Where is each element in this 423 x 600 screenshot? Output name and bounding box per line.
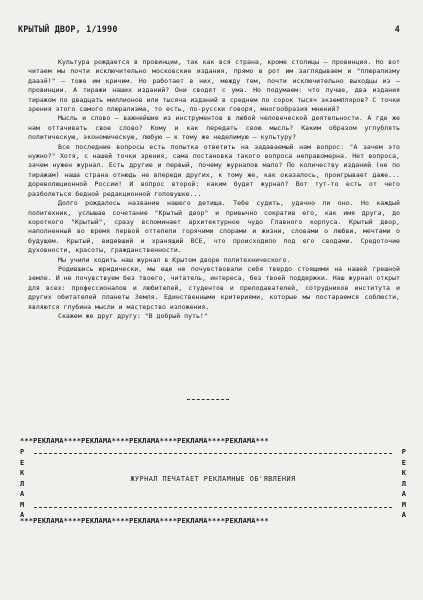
page-header xyxy=(18,24,408,34)
advertisement-box xyxy=(20,437,406,523)
ad-side-letter: Р xyxy=(20,448,25,456)
ad-side-letter: Р xyxy=(401,448,406,456)
ad-dashed-line-top xyxy=(34,453,392,454)
article-paragraph: Долго рождалось название нашего детища. Тебе судить, удачно ли оно. Но каждый политехник, услышав сочетание "Крытый двор" и привычно сократив его, как имя друга, до короткого "Крытый", сразу вспоминает архитектурное чудо Главного корпуса. Крытый двор, наполненный во время первой оттепели горячими спорами и жизни, словами о любви, мечтами о будущем. Крытый, видевший и хранящий ВСЕ, что происходило под его сводами. Средоточие духовности, красоты, гражданственности. xyxy=(28,199,400,255)
ad-announcement: ЖУРНАЛ ПЕЧАТАЕТ РЕКЛАМНЫЕ ОБ'ЯВЛЕНИЯ xyxy=(130,475,296,483)
ad-side-letters-right xyxy=(402,447,406,521)
ad-side-letter: М xyxy=(401,500,406,509)
ad-side-letter: К xyxy=(401,469,406,477)
ad-side-letters-left xyxy=(20,447,24,521)
article-paragraph: Родившись юридически, мы еще не почувствовали себя твердо стоящими на нашей грешной земле. И не почувствуем без твоего, читатель, интереса, без твоей поддержки. Наш журнал открыт для всех: профессионалов и любителей, студентов и преподавателей, сотрудников института и других обитателей планеты Земля. Единственными критериями, которые мы постараемся соблюсти, являются глубина мысли и мастерство изложения. xyxy=(28,264,400,311)
section-divider xyxy=(187,399,229,400)
article-paragraph: Мысль и слово – важнейшие из инструментов в любой человеческой деятельности. А где же нам оттачивать свое слово? Кому и как передать свою мысль? Каким образом углублять политическую, экономическую, любую – к тому же неделимую – культуру? xyxy=(28,114,400,142)
ad-border-bottom: ***РЕКЛАМА****РЕКЛАМА****РЕКЛАМА****РЕКЛАМА****РЕКЛАМА*** xyxy=(20,517,269,525)
article-paragraph: Мы учили ходить наш журнал в Крытом дворе политехнического. xyxy=(58,255,291,264)
ad-side-letter: Л xyxy=(401,479,406,488)
ad-border-top: ***РЕКЛАМА****РЕКЛАМА****РЕКЛАМА****РЕКЛАМА****РЕКЛАМА*** xyxy=(20,437,269,445)
ad-side-letter: К xyxy=(20,469,25,477)
ad-side-letter: Л xyxy=(20,479,25,488)
page-number: 4 xyxy=(394,24,400,34)
ad-dashed-line-bottom xyxy=(34,507,392,508)
ad-side-letter: Е xyxy=(401,458,406,467)
ad-side-letter: А xyxy=(20,490,25,498)
editorial-article xyxy=(28,58,400,321)
ad-side-letter: Е xyxy=(20,458,25,467)
ad-side-letter: М xyxy=(20,500,25,509)
ad-side-letter: А xyxy=(401,490,406,498)
magazine-title: КРЫТЫЙ ДВОР, 1/1990 xyxy=(18,24,118,34)
ad-side-letter: А xyxy=(401,511,406,519)
article-paragraph: Культура рождается в провинции, так как вся страна, кроме столицы – провинция. Но вот читаем мы почти исключительно московские издания, прямо в рот им заглядываем и "плюрализму дааэй!" – тоже им кричим. Но работает в них, между тем, почти исключительно выходцы из – провинции. А тиражи наших изданий? Они сводят с ума. Но подумаем: что лучше, два издания тиражом по двадцать миллионов или тысяча изданий в среднем по сорок тысяч экземпляров? С точки зрения этого самого плюрализма, то есть, по-русски говоря, многообразия мнений? xyxy=(28,58,400,114)
article-paragraph: Все последние вопросы есть попытка ответить на задаваемый нам вопрос: "А зачем это нужно?" Хотя, с нашей точки зрения, сама постановка такого вопроса неправомерна. Нет вопроса, зачем нужен журнал. Есть другие и первый, почему журналов мало? По количеству изданий (не по тиражам) наша страна отнюдь не впереди других, к тому же, как оказалось, проигрывает даже... дореволюционной России! И вопрос второй: каким будет журнал? Вот тут-то есть от чего разболеться бедной редакционной головушке... xyxy=(28,142,400,198)
ad-side-letter: А xyxy=(20,511,25,519)
article-paragraph: Скажем же друг другу: "В добрый путь!" xyxy=(58,311,208,320)
